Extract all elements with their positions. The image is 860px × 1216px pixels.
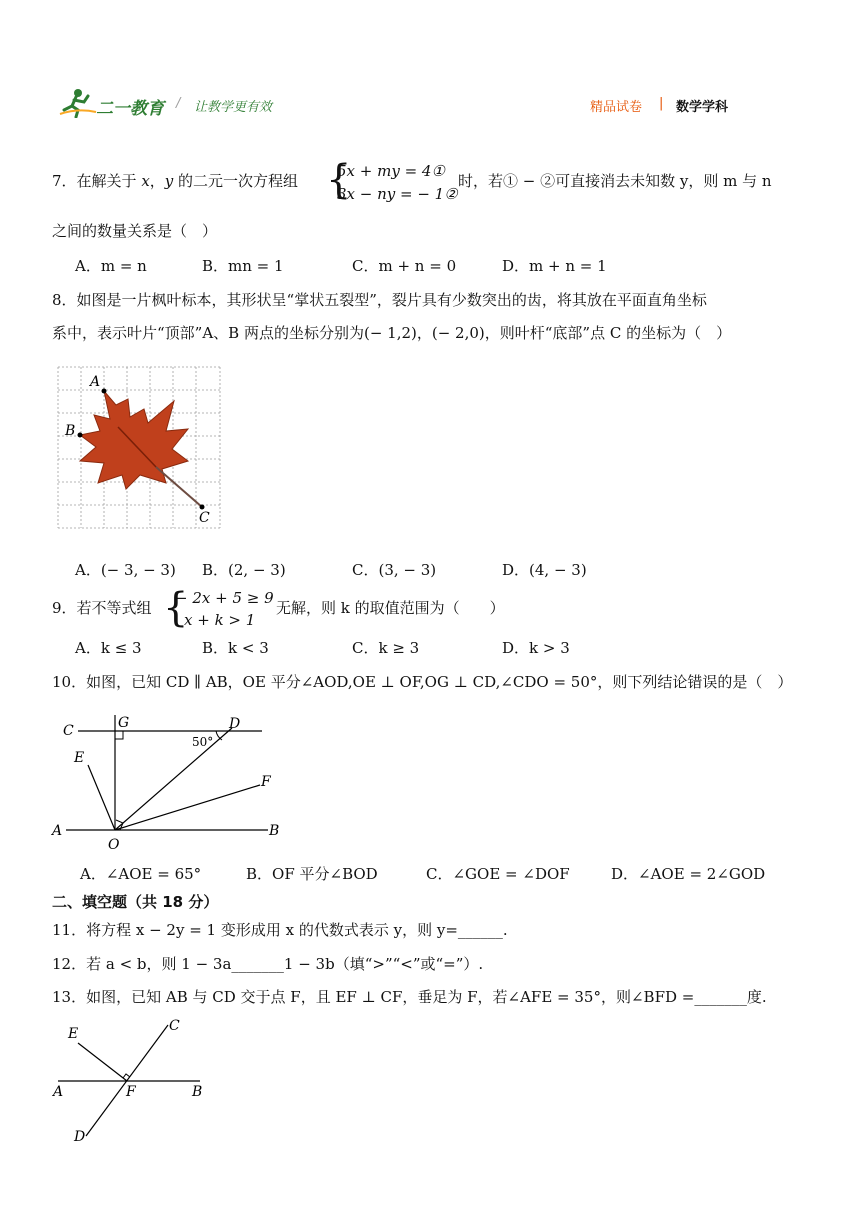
- q13-text: 13．如图，已知 AB 与 CD 交于点 F，且 EF ⊥ CF，垂足为 F，若∠AFE = 35°，则∠BFD =_______度.: [52, 988, 767, 1006]
- leaf-stem: [156, 467, 202, 507]
- fig13-label-b: B: [192, 1084, 203, 1100]
- fig13-label-a: A: [53, 1084, 64, 1100]
- fig13-label-d: D: [74, 1129, 86, 1145]
- q8-option-a: A．(− 3, − 3): [75, 561, 176, 579]
- logo-text: 二一教育: [96, 99, 164, 119]
- q9-post: 无解，则 k 的取值范围为（ ）: [276, 599, 505, 617]
- fig10-label-f: F: [261, 774, 271, 790]
- header: [0, 88, 860, 122]
- q8-line2: 系中，表示叶片“顶部”A、B 两点的坐标分别为(− 1,2)，(− 2,0)，则叶杆“底部”点 C 的坐标为（ ）: [52, 324, 732, 342]
- section-title: 二、填空题（共 18 分）: [52, 893, 219, 911]
- q9-option-d: D．k > 3: [502, 639, 570, 657]
- q7-brace: {: [326, 157, 352, 203]
- header-label-subject: 数学学科: [676, 100, 729, 115]
- q10-line1: 10．如图，已知 CD ∥ AB，OE 平分∠AOD,OE ⊥ OF,OG ⊥ CD,∠CDO = 50°，则下列结论错误的是（ ）: [52, 673, 793, 691]
- slogan-divider: /: [176, 96, 181, 111]
- fig10-label-b: B: [269, 823, 280, 839]
- fig10-label-g: G: [118, 715, 130, 731]
- fig13-label-c: C: [169, 1018, 180, 1034]
- maple-leaf-figure: [56, 365, 226, 533]
- runner-logo-icon: [58, 88, 98, 118]
- q8-line1: 8．如图是一片枫叶标本，其形状呈“掌状五裂型”，裂片具有少数突出的齿，将其放在平面直角坐标: [52, 291, 707, 309]
- q9-option-b: B．k < 3: [202, 639, 269, 657]
- leaf-label-c: C: [199, 510, 210, 526]
- q8-option-d: D．(4, − 3): [502, 561, 587, 579]
- q7-option-b: B．mn = 1: [202, 257, 284, 275]
- fig10-label-a: A: [52, 823, 63, 839]
- q7-eq2: 3x − ny = − 1②: [337, 185, 458, 203]
- q9-ineq1: − 2x + 5 ≥ 9: [175, 589, 274, 607]
- maple-leaf-shape: [80, 391, 188, 489]
- q10-option-d: D．∠AOE = 2∠GOD: [611, 865, 766, 883]
- q11-text: 11．将方程 x − 2y = 1 变形成用 x 的代数式表示 y，则 y=______.: [52, 921, 508, 939]
- fig10-label-e: E: [74, 750, 85, 766]
- q10-option-b: B．OF 平分∠BOD: [246, 865, 378, 883]
- q7-option-c: C．m + n = 0: [352, 257, 457, 275]
- fig10-label-o: O: [108, 837, 120, 852]
- leaf-label-b: B: [65, 423, 76, 439]
- q10-option-c: C．∠GOE = ∠DOF: [426, 865, 570, 883]
- q7-line2: 之间的数量关系是（ ）: [52, 222, 218, 240]
- leaf-label-a: A: [90, 374, 101, 390]
- intersecting-lines-figure: [50, 1018, 220, 1146]
- q9-option-a: A．k ≤ 3: [75, 639, 142, 657]
- q12-text: 12．若 a < b，则 1 − 3a_______1 − 3b（填“>”“<”或“=”）.: [52, 955, 484, 973]
- q7-eq1: 5x + my = 4①: [337, 162, 445, 180]
- fig10-label-50deg: 50°: [192, 735, 214, 749]
- header-divider: |: [659, 96, 664, 111]
- q7-option-d: D．m + n = 1: [502, 257, 607, 275]
- fig13-label-e: E: [68, 1026, 79, 1042]
- q9-option-c: C．k ≥ 3: [352, 639, 420, 657]
- q7-option-a: A．m = n: [75, 257, 147, 275]
- q8-option-b: B．(2, − 3): [202, 561, 286, 579]
- fig13-label-f: F: [126, 1084, 136, 1100]
- fig10-label-c: C: [63, 723, 74, 739]
- q7-line1-post: 时，若① − ②可直接消去未知数 y，则 m 与 n: [458, 172, 772, 190]
- header-label-exam: 精品试卷: [590, 100, 643, 115]
- q7-line1-pre: 7．在解关于 x，y 的二元一次方程组: [52, 172, 299, 190]
- q8-option-c: C．(3, − 3): [352, 561, 437, 579]
- q9-ineq2: x + k > 1: [184, 611, 256, 629]
- q9-brace: {: [163, 585, 189, 631]
- q9-pre: 9．若不等式组: [52, 599, 152, 617]
- fig10-label-d: D: [229, 716, 241, 732]
- parallel-lines-figure: [50, 710, 290, 852]
- slogan: 让教学更有效: [194, 100, 273, 115]
- q10-option-a: A．∠AOE = 65°: [80, 865, 202, 883]
